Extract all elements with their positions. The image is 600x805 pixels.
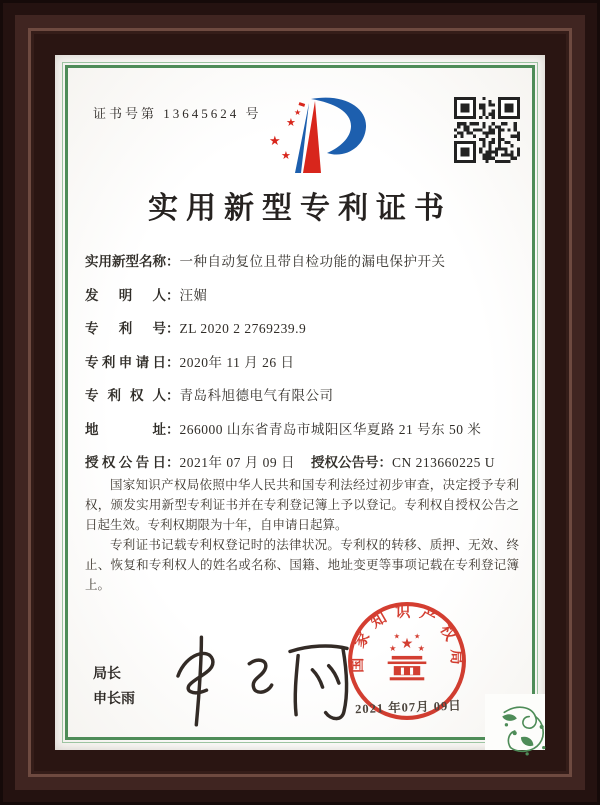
cnipa-logo-icon <box>243 93 373 179</box>
field-value: 2021年 07 月 09 日 <box>179 455 295 470</box>
svg-text:★: ★ <box>294 108 302 117</box>
field-value: 一种自动复位且带自检功能的漏电保护开关 <box>179 254 446 269</box>
director-block <box>93 661 135 711</box>
svg-text:★: ★ <box>400 635 414 652</box>
svg-text:★: ★ <box>269 134 281 149</box>
seal-text: 国家知识产权局 <box>349 603 465 673</box>
svg-text:★: ★ <box>417 642 425 653</box>
field-value: 青岛科旭德电气有限公司 <box>179 388 334 403</box>
legal-paragraph: 国家知识产权局依照中华人民共和国专利法经过初步审查，决定授予专利权，颁发实用新型专利证书并在专利登记簿上予以登记。专利权自授权公告之日起生效。专利权期限为十年，自申请日起算。 <box>85 478 519 532</box>
svg-text:★: ★ <box>389 642 397 653</box>
legal-text <box>85 475 519 595</box>
director-title: 局长 <box>93 665 121 681</box>
field-inventor: 发明人：汪媚 <box>85 279 519 313</box>
field-patent-number: 专利号：ZL 2020 2 2769239.9 <box>85 312 519 346</box>
svg-text:★: ★ <box>413 631 421 641</box>
field-filing-date: 专利申请日：2020年 11 月 26 日 <box>85 346 519 380</box>
border-gap <box>485 694 545 750</box>
field-utility-model-name: 实用新型名称：一种自动复位且带自检功能的漏电保护开关 <box>85 245 519 279</box>
field-value: ZL 2020 2 2769239.9 <box>179 321 307 336</box>
qr-code <box>454 97 520 163</box>
svg-text:★: ★ <box>281 149 291 162</box>
national-emblem-icon <box>388 632 427 681</box>
field-label: 发明人 <box>85 287 166 303</box>
director-signature <box>155 623 370 735</box>
field-label: 地址 <box>85 421 166 437</box>
field-grant-date-and-number: 授权公告日：2021年 07 月 09 日 授权公告号：CN 213660225 U <box>85 446 519 480</box>
legal-paragraph: 专利证书记载专利权登记时的法律状况。专利权的转移、质押、无效、终止、恢复和专利权人的姓名或名称、国籍、地址变更等事项记载在专利登记簿上。 <box>85 538 519 592</box>
field-label: 实用新型名称 <box>85 254 166 269</box>
certificate-fields <box>85 245 519 480</box>
certificate-paper <box>55 55 545 750</box>
field-value: 266000 山东省青岛市城阳区华夏路 21 号东 50 米 <box>179 421 482 437</box>
grant-number-label: 授权公告号 <box>311 455 379 470</box>
field-value: 2020年 11 月 26 日 <box>179 354 295 370</box>
field-label: 专利权人 <box>85 388 166 403</box>
field-label: 授权公告日 <box>85 455 166 470</box>
svg-text:★: ★ <box>393 631 401 641</box>
svg-text:★: ★ <box>286 116 296 129</box>
certificate-number: 证书号第 13645624 号 <box>93 106 262 121</box>
field-label: 专利申请日 <box>85 354 166 370</box>
field-label: 专利号 <box>85 321 166 336</box>
floral-flourish-icon <box>496 702 550 758</box>
field-patentee: 专利权人：青岛科旭德电气有限公司 <box>85 379 519 413</box>
field-value: 汪媚 <box>179 287 208 303</box>
certificate-title: 实用新型专利证书 <box>148 192 452 225</box>
director-name: 申长雨 <box>93 690 135 706</box>
seal-date: 2021 年07月 09日 <box>354 698 463 717</box>
field-address: 地址：266000 山东省青岛市城阳区华夏路 21 号东 50 米 <box>85 413 519 447</box>
grant-number-value: CN 213660225 U <box>392 455 496 470</box>
